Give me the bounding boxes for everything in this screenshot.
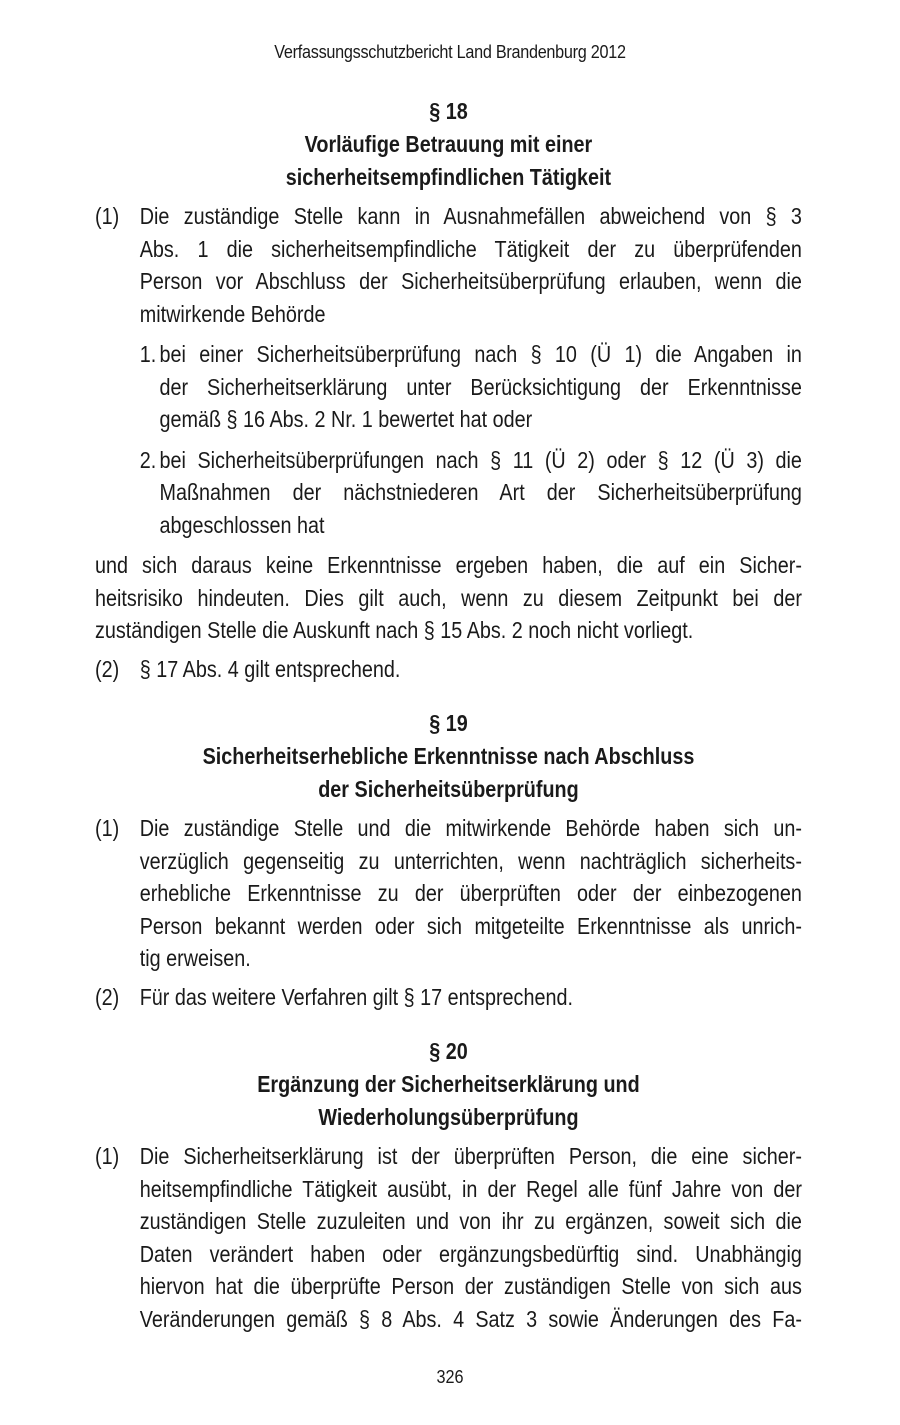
- section-number: § 19: [429, 710, 468, 736]
- section-number: § 20: [429, 1038, 468, 1064]
- text-line: Person bekannt werden oder sich mitgeteilte Erkenntnisse als unrich-: [139, 912, 802, 939]
- page-content: [95, 95, 802, 1335]
- list-item-number: 1.: [139, 341, 157, 367]
- list-item: [95, 444, 802, 542]
- section-title-line: sicherheitsempfindlichen Tätigkeit: [285, 164, 612, 190]
- section-title-line: Sicherheitserhebliche Erkenntnisse nach Abschluss: [202, 743, 695, 769]
- text-line: Die zuständige Stelle kann in Ausnahmefällen abweichend von § 3: [139, 203, 802, 229]
- continuation-text: [95, 549, 802, 647]
- text-line: Die Sicherheitserklärung ist der überprüften Person, die eine sicher-: [139, 1143, 802, 1169]
- section-title-line: Wiederholungsüberprüfung: [318, 1104, 579, 1130]
- paragraph-18-1: [95, 200, 802, 330]
- text-line: Daten verändert haben oder ergänzungsbedürftig sind. Unabhängig: [139, 1240, 802, 1267]
- list-item-number: 2.: [139, 446, 157, 473]
- text-line: bei Sicherheitsüberprüfungen nach § 11 (Ü 2) oder § 12 (Ü 3) die: [159, 446, 802, 473]
- section-heading-19: [95, 707, 802, 806]
- text-line: Für das weitere Verfahren gilt § 17 entsprechend.: [139, 983, 573, 1010]
- section-title-line: Vorläufige Betrauung mit einer: [304, 131, 593, 157]
- running-header: Verfassungsschutzbericht Land Brandenburg 2012: [274, 42, 626, 62]
- section-title-line: Ergänzung der Sicherheitserklärung und: [257, 1071, 640, 1097]
- text-line: hiervon hat die überprüfte Person der zuständigen Stelle von sich aus: [139, 1273, 802, 1299]
- text-line: der Sicherheitserklärung unter Berücksichtigung der Erkenntnisse: [159, 373, 802, 400]
- text-line: gemäß § 16 Abs. 2 Nr. 1 bewertet hat oder: [159, 406, 533, 432]
- section-heading-18: [95, 95, 802, 194]
- paragraph-number: (2): [95, 983, 120, 1010]
- paragraph-19-1: [95, 812, 802, 975]
- paragraph-number: (1): [95, 203, 120, 229]
- text-line: tig erweisen.: [139, 945, 251, 971]
- text-line: verzüglich gegenseitig zu unterrichten, wenn nachträglich sicherheits-: [139, 847, 802, 874]
- text-line: § 17 Abs. 4 gilt entsprechend.: [139, 655, 401, 682]
- text-line: mitwirkende Behörde: [139, 300, 326, 327]
- enumerated-list: [95, 338, 802, 541]
- paragraph-18-2: [95, 653, 802, 686]
- section-number: § 18: [429, 98, 468, 124]
- text-line: Person vor Abschluss der Sicherheitsüberprüfung erlauben, wenn die: [139, 268, 802, 294]
- text-line: Die zuständige Stelle und die mitwirkende Behörde haben sich un-: [139, 815, 802, 841]
- paragraph-number: (1): [95, 815, 120, 841]
- list-item: [95, 338, 802, 436]
- text-line: abgeschlossen hat: [159, 511, 325, 538]
- text-line: heitsempfindliche Tätigkeit ausübt, in der Regel alle fünf Jahre von der: [139, 1175, 802, 1202]
- text-line: bei einer Sicherheitsüberprüfung nach § 10 (Ü 1) die Angaben in: [159, 341, 802, 367]
- text-line: und sich daraus keine Erkenntnisse ergeben haben, die auf ein Sicher-: [95, 552, 802, 578]
- paragraph-19-2: [95, 981, 802, 1014]
- text-line: Abs. 1 die sicherheitsempfindliche Tätigkeit der zu überprüfenden: [139, 235, 802, 262]
- paragraph-number: (1): [95, 1143, 120, 1169]
- text-line: zuständigen Stelle zuzuleiten und von ihr zu ergänzen, soweit sich die: [139, 1208, 802, 1234]
- text-line: Maßnahmen der nächstniederen Art der Sicherheitsüberprüfung: [159, 479, 802, 505]
- section-heading-20: [95, 1035, 802, 1134]
- page-number: 326: [436, 1367, 464, 1387]
- text-line: zuständigen Stelle die Auskunft nach § 15 Abs. 2 noch nicht vorliegt.: [95, 617, 694, 643]
- section-title-line: der Sicherheitsüberprüfung: [318, 776, 579, 802]
- paragraph-number: (2): [95, 655, 120, 682]
- paragraph-20-1: [95, 1140, 802, 1335]
- text-line: Veränderungen gemäß § 8 Abs. 4 Satz 3 sowie Änderungen des Fa-: [139, 1305, 802, 1332]
- text-line: heitsrisiko hindeuten. Dies gilt auch, wenn zu diesem Zeitpunkt bei der: [95, 584, 802, 611]
- text-line: erhebliche Erkenntnisse zu der überprüften oder der einbezogenen: [139, 880, 802, 906]
